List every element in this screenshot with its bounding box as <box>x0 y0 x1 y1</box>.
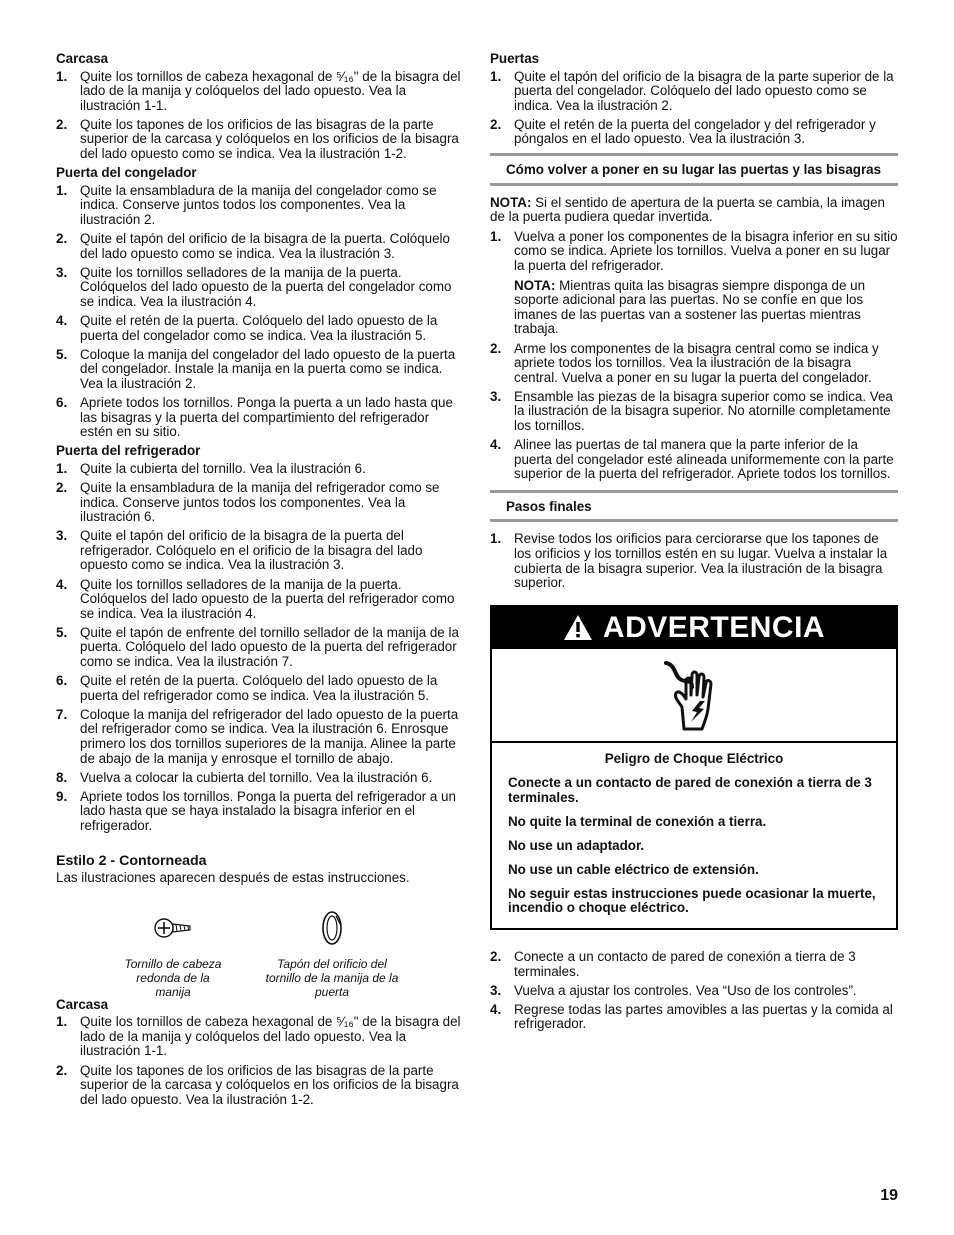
list-item: 2. Quite el tapón del orificio de la bisagra de la puerta. Colóquelo del lado opuesto como se indica. Vea la ilustración 3. <box>56 231 450 261</box>
list-item: 7. Coloque la manija del refrigerador del lado opuesto de la puerta del refrigerador como se indica. Vea la ilustración 6. Enrosque primero los dos tornillos superiores de la manija. Alinee la parte de abajo de la manija y enrosque el tornillo de abajo. <box>56 706 459 766</box>
list-item: 2. Conecte a un contacto de pared de conexión a tierra de 3 terminales. <box>490 949 856 979</box>
congelador-steps <box>56 184 462 440</box>
electric-shock-hand-icon <box>662 659 726 731</box>
list-item: 5. Coloque la manija del congelador del lado opuesto de la puerta del congelador. Instale la manija en la puerta como se indica. Vea la ilustración 2. <box>56 346 456 391</box>
list-item: 3. Ensamble las piezas de la bisagra superior como se indica. Vea la ilustración de la bisagra superior. No atornille completamente los tornillos. <box>490 388 893 433</box>
warning-triangle-icon <box>563 614 593 641</box>
warning-header <box>492 607 896 649</box>
list-item: 2. Arme los componentes de la bisagra central como se indica y apriete todos los tornillos. Vea la ilustración de la bisagra central. Vuelva a poner en su lugar la puerta del congelador. <box>490 340 879 385</box>
puertas-heading: Puertas <box>490 51 540 66</box>
list-item: 8. Vuelva a colocar la cubierta del tornillo. Vea la ilustración 6. <box>56 769 433 785</box>
list-item: 6. Apriete todos los tornillos. Ponga la puerta a un lado hasta que las bisagras y la puerta del compartimiento del refrigerador estén en su sitio. <box>56 394 453 440</box>
list-item: 4. Quite el retén de la puerta. Colóquelo del lado opuesto de la puerta del congelador como se indica. Vea la ilustración 5. <box>56 313 438 343</box>
warning-line: No quite la terminal de conexión a tierra. <box>508 813 767 829</box>
carcasa-steps <box>56 70 462 162</box>
parts-illustrations <box>56 886 462 998</box>
list-item: 3. Quite los tornillos selladores de la manija de la puerta. Colóquelos del lado opuesto de la puerta del congelador como se indica. Vea la ilustración 4. <box>56 264 452 309</box>
part1-caption: Tornillo de cabeza redonda de la manija <box>124 956 222 999</box>
nota-label: NOTA: <box>490 194 532 210</box>
section-heading-final: Pasos finales <box>490 490 898 523</box>
part2-caption: Tapón del orificio del tornillo de la manija de la puerta <box>265 956 399 999</box>
list-item: 1. Quite los tornillos de cabeza hexagonal de ⁵⁄₁₆" de la bisagra del lado de la manija y colóquelos del lado opuesto. Vea la ilustración 1-1. <box>56 68 461 113</box>
warning-box <box>490 605 898 930</box>
list-item: 2. Quite la ensambladura de la manija del refrigerador como se indica. Conserve juntos todos los componentes. Vea la ilustración 6. <box>56 479 440 525</box>
list-item: 4. Alinee las puertas de tal manera que la parte inferior de la puerta del congelador esté alineada uniformemente con la parte superior de la puerta del refrigerador. Apriete todos los tornillos. <box>490 437 894 482</box>
list-item: 6. Quite el retén de la puerta. Colóquelo del lado opuesto de la puerta del refrigerador como se indica. Vea la ilustración 5. <box>56 673 438 703</box>
list-item: 5. Quite el tapón de enfrente del tornillo sellador de la manija de la puerta. Colóquelo del lado opuesto de la puerta del refrigerador como se indica. Vea la ilustración 7. <box>56 624 459 669</box>
carcasa-heading: Carcasa <box>56 51 109 66</box>
congelador-heading: Puerta del congelador <box>56 165 197 181</box>
carcasa2-heading: Carcasa <box>56 996 109 1012</box>
list-item: 1. Quite la ensambladura de la manija del congelador como se indica. Conserve juntos todos los componentes. Vea la ilustración 2. <box>56 182 437 227</box>
final-steps-a <box>490 532 898 590</box>
inline-note: NOTA: Mientras quita las bisagras siempre disponga de un soporte adicional para las puertas. No se confíe en que los imanes de las puertas van a sostener las puertas mientras trabaja. <box>514 277 866 337</box>
list-item: 1. Quite la cubierta del tornillo. Vea la ilustración 6. <box>56 460 366 476</box>
reinstall-steps <box>490 230 898 482</box>
right-column <box>490 52 898 1037</box>
list-item: 3. Quite el tapón del orificio de la bisagra de la puerta del refrigerador. Colóquelo en el orificio de la bisagra del lado opuesto como se indica. Vea la ilustración 3. <box>56 528 423 573</box>
refrigerador-steps <box>56 462 462 834</box>
warning-body <box>492 743 896 928</box>
warning-line: No use un cable eléctrico de extensión. <box>508 861 759 877</box>
list-item: 4. Quite los tornillos selladores de la manija de la puerta. Colóquelos del lado opuesto de la puerta del refrigerador como se indica. Vea la ilustración 4. <box>56 576 455 621</box>
list-item: 9. Apriete todos los tornillos. Ponga la puerta del refrigerador a un lado hasta que se haya instalado la bisagra inferior en el refrigerador. <box>56 788 456 833</box>
estilo2-heading: Estilo 2 - Contorneada <box>56 852 207 869</box>
carcasa2-steps <box>56 1015 462 1107</box>
puertas-steps <box>490 70 898 147</box>
nota-text: Si el sentido de apertura de la puerta se cambia, la imagen de la puerta pudiera quedar invertida. <box>490 194 885 225</box>
list-item: 2. Quite los tapones de los orificios de las bisagras de la parte superior de la carcasa y colóquelos en los orificios de la bisagra del lado opuesto como se indica. Vea la ilustración 1-2. <box>56 116 459 162</box>
warning-line: No use un adaptador. <box>508 837 645 853</box>
nota-paragraph <box>490 196 898 225</box>
estilo2-intro: Las ilustraciones aparecen después de estas instrucciones. <box>56 870 410 886</box>
round-head-screw-icon <box>154 916 192 940</box>
final-steps-b <box>490 950 898 1032</box>
page-number: 19 <box>880 1187 898 1204</box>
list-item: 1. Quite los tornillos de cabeza hexagonal de ⁵⁄₁₆" de la bisagra del lado de la manija y colóquelos del lado opuesto. Vea la ilustración 1-1. <box>56 1014 461 1059</box>
hole-plug-icon <box>320 910 344 946</box>
warning-pictogram <box>492 649 896 743</box>
list-item: 1. Revise todos los orificios para cerciorarse que los tapones de los orificios y los tornillos estén en su lugar. Vuelva a instalar la cubierta de la bisagra superior. Vea la ilustración de la bisagra superior. <box>490 531 888 591</box>
warning-hazard: Peligro de Choque Eléctrico <box>604 750 784 766</box>
warning-line: No seguir estas instrucciones puede ocasionar la muerte, incendio o choque eléctrico. <box>508 885 876 916</box>
list-item: 1. Vuelva a poner los componentes de la bisagra inferior en su sitio como se indica. Apriete los tornillos. Vuelva a poner en su lugar la puerta del refrigerador. NOTA: Mientras quita las bisagras siempre disponga de un soporte adicional para las puertas. No se confíe en que los imanes de las puertas van a sostener las puertas mientras trabaja. <box>490 228 898 337</box>
warning-title: ADVERTENCIA <box>602 610 826 644</box>
warning-line: Conecte a un contacto de pared de conexión a tierra de 3 terminales. <box>508 774 872 805</box>
list-item: 2. Quite el retén de la puerta del congelador y del refrigerador y póngalos en el lado opuesto. Vea la ilustración 3. <box>490 116 876 147</box>
list-item: 1. Quite el tapón del orificio de la bisagra de la parte superior de la puerta del congelador. Colóquelo del lado opuesto como se indica. Vea la ilustración 2. <box>490 68 894 113</box>
list-item: 4. Regrese todas las partes amovibles a las puertas y la comida al refrigerador. <box>490 1001 893 1032</box>
section-heading-reinstall: Cómo volver a poner en su lugar las puertas y las bisagras <box>490 153 898 186</box>
refrigerador-heading: Puerta del refrigerador <box>56 443 201 459</box>
list-item: 2. Quite los tapones de los orificios de las bisagras de la parte superior de la carcasa y colóquelos en los orificios de la bisagra del lado opuesto. Vea la ilustración 1-2. <box>56 1062 459 1107</box>
left-column <box>56 52 462 1112</box>
list-item: 3. Vuelva a ajustar los controles. Vea “Uso de los controles”. <box>490 982 857 998</box>
